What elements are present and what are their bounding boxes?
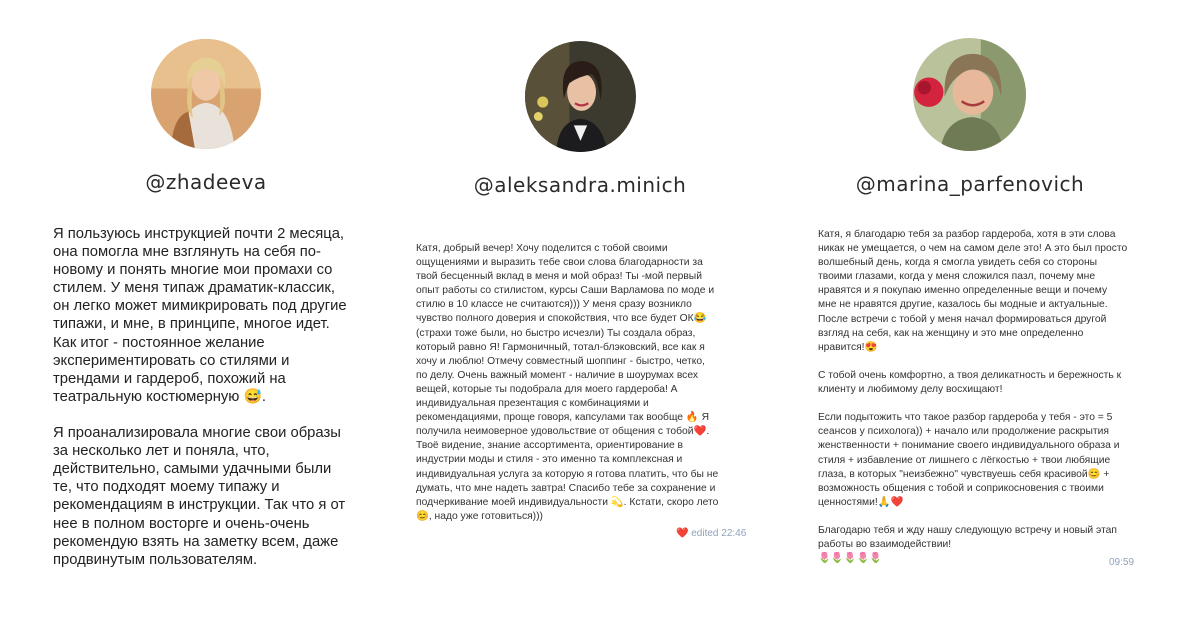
avatar-zhadeeva: [151, 39, 261, 149]
review-text: Катя, добрый вечер! Хочу поделится с тобой своими ощущениями и выразить тебе свои слова благодарности за твой бесценный вклад в меня и мой образ! Ты -мой первый опыт работы со стилистом, курсы Саши Варламова по моде и стилю в 10 классе не считаются))) У меня сразу возникло чувство полного доверия и спокойствия, что все будет ОК😂 (страхи тоже были, но быстро исчезли) Ты создала образ, который равно Я! Гармоничный, тотал-блэковский, все как я хочу и люблю! Отмечу совместный шоппинг - быстро, четко, по делу. Очень важный момент - наличие в шоурумах всех вещей, которые ты подобрала для моего гардероба! А индивидуальная презентация с комбинациями и рекомендациями, проще говоря, капсулами так вообще 🔥 Я получила неимоверное удовольствие от общения с тобой❤️. Твоё видение, знание ассортимента, ориентирование в индустрии моды и стиля - это именно та комплексная и индивидуальная услуга за которую я готова платить, что бы не думать, что мне надеть завтра! Спасибо тебе за сохранение и подчеркивание моей индивидуальности 💫. Кстати, скоро лето 😊, надо уже готовиться))): [416, 243, 719, 522]
message-timestamp: 09:59: [1109, 557, 1135, 568]
avatar-marina-parfenovich: [913, 38, 1026, 151]
review-text: Катя, я благодарю тебя за разбор гардероба, хотя в эти слова никак не умещается, о чем на самом деле это! А это был просто волшебный день, когда я смогла увидеть себя со стороны твоими глазами, когда у меня сложился пазл, почему мне нравятся и я покупаю именно определенные вещи и почему мне не нравятся другие, казалось бы модные и актуальные. После встречи с тобой у меня начал формироваться другой взгляд на себя, как на женщину и это мне определенно нравится!😍 С тобой очень комфортно, а твоя деликатность и бережность к клиенту и любимому делу восхищают! Если подытожить что такое разбор гардероба у тебя - это = 5 сеансов у психолога)) + начало или продолжение раскрытия женственности + понимание своего индивидуального образа и стиля + избавление от лишнего с лёгкостью + твои любящие глаза, в которых "неизбежно" чувствуешь себя красивой😊 + возможность общения с тобой и соприкосновения с твоими ценностями!🙏❤️ Благодарю тебя и жду нашу следующую встречу и новый этап работы во взаимодействии! 🌷🌷🌷🌷🌷: [818, 229, 1128, 565]
avatar-aleksandra-minich: [525, 41, 636, 152]
avatar-photo: [151, 39, 261, 149]
reviewer-handle: @aleksandra.minich: [473, 173, 687, 197]
avatar-photo: [913, 38, 1026, 151]
review-text: Я пользуюсь инструкцией почти 2 месяца, она помогла мне взглянуть на себя по- новому и понять многие мои промахи со стилем. У меня типаж драматик-классик, он легко может мимикрировать под другие типажи, и мне, в принципе, многое идет. Как итог - постоянное желание экспериментировать со стилями и трендами и гардероб, похожий на театральную костюмерную 😅. Я проанализировала многие свои образы за несколько лет и поняла, что, действительно, самыми удачными были те, что подходят моему типажу и рекомендациям в инструкции. Так что я от нее в полном восторге и очень-очень рекомендую взять на заметку всем, даже продвинутым пользователям.: [53, 226, 347, 568]
message-meta: [676, 528, 746, 539]
reviewer-handle: @marina_parfenovich: [855, 172, 1085, 196]
reviewer-handle: @zhadeeva: [145, 170, 267, 194]
avatar-photo: [525, 41, 636, 152]
heart-reaction-icon: ❤️: [676, 528, 689, 539]
message-timestamp: edited 22:46: [691, 528, 747, 539]
